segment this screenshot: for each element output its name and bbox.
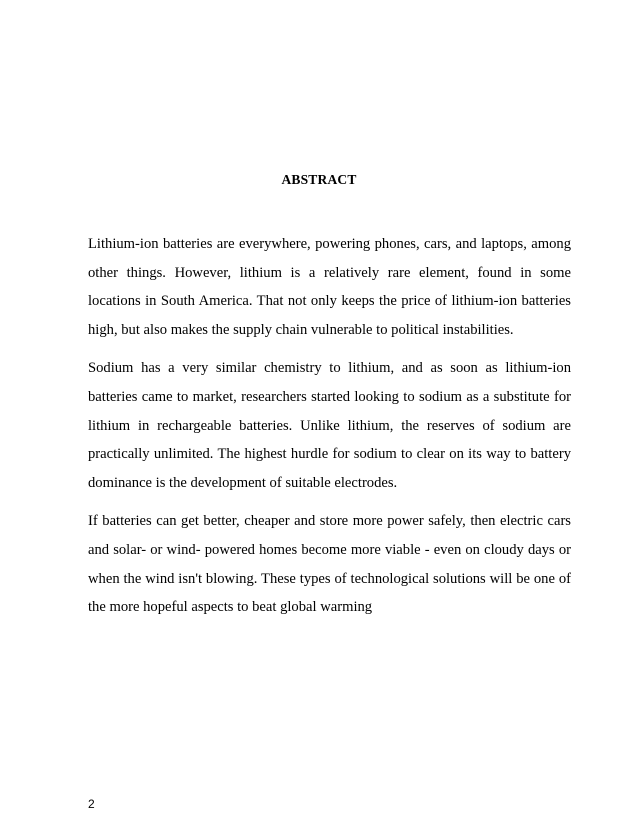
paragraph-sodium: Sodium has a very similar chemistry to lithium, and as soon as lithium-ion batteries came to market, researchers started looking to sodium as a substitute for lithium in rechargeable batteries. Unlike lithium, the reserves of sodium are practically unlimited. The highest hurdle for sodium to clear on its way to battery dominance is the development of suitable electrodes. — [88, 360, 571, 491]
page-title: ABSTRACT — [281, 172, 357, 187]
page-number: 2 — [88, 797, 95, 811]
paragraph-global-warming: If batteries can get better, cheaper and store more power safely, then electric cars and solar- or wind- powered homes become more viable - even on cloudy days or when the wind isn't blowing. These types of technological solutions will be one of the more hopeful aspects to beat global warming — [88, 513, 571, 616]
abstract-body — [88, 230, 571, 632]
paragraph-lithium-ion: Lithium-ion batteries are everywhere, powering phones, cars, and laptops, among other things. However, lithium is a relatively rare element, found in some locations in South America. That not only keeps the price of lithium-ion batteries high, but also makes the supply chain vulnerable to political instabilities. — [88, 236, 571, 338]
